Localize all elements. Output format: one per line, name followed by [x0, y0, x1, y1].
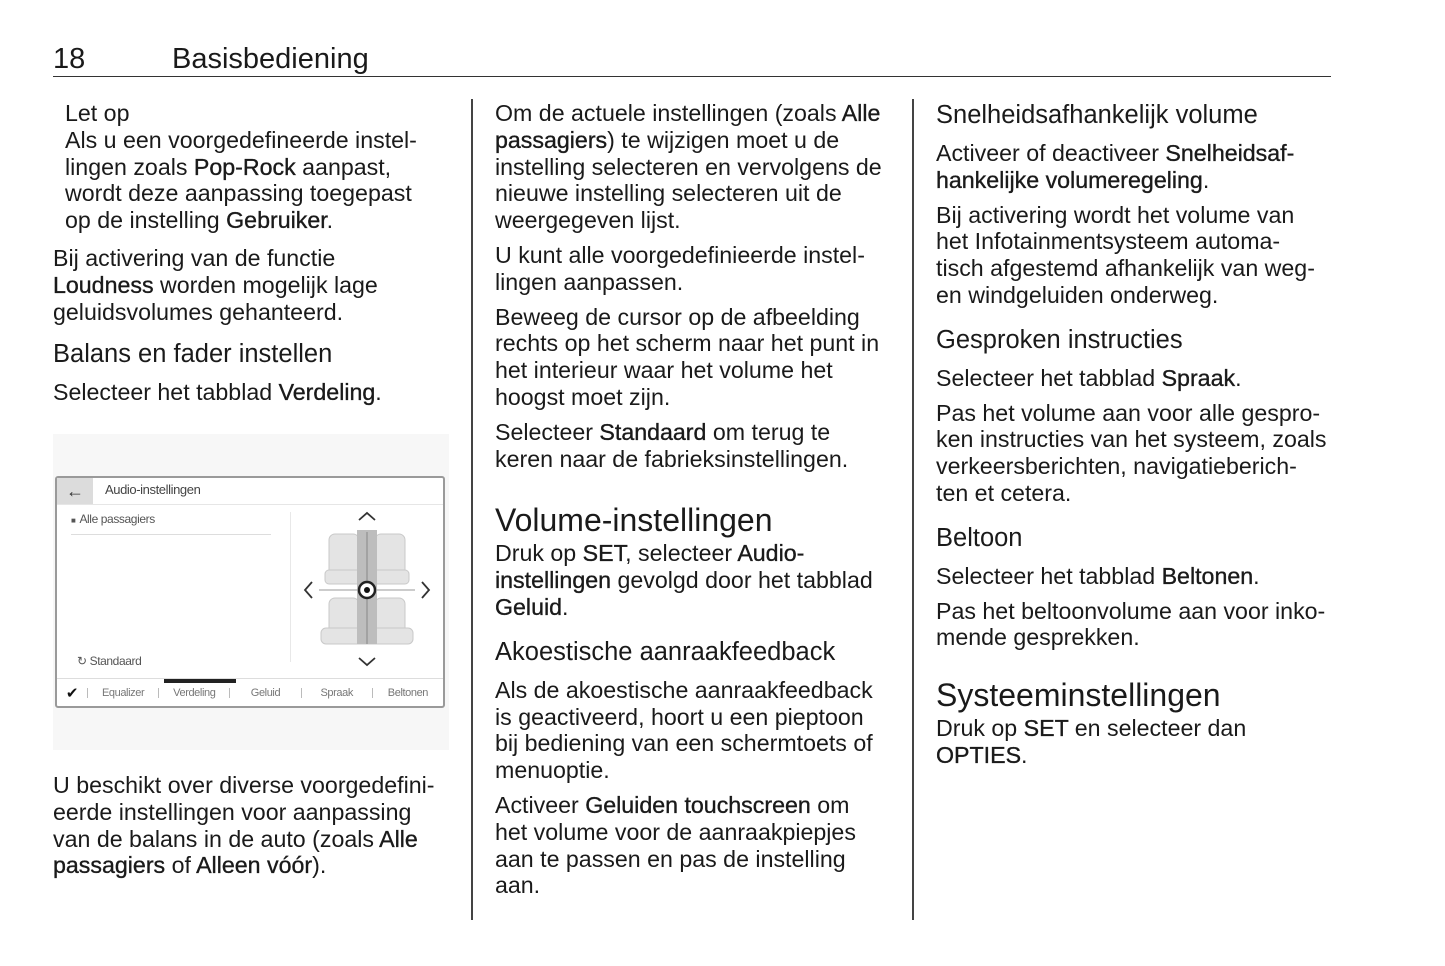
- page-header: [53, 40, 1331, 77]
- audio-settings-screenshot: [53, 434, 449, 750]
- tab-spraak[interactable]: Spraak: [320, 687, 353, 699]
- change-settings-paragraph: Om de actuele instellingen (zoals Alle passagiers) te wijzigen moet u de instelling selecteren en vervolgens de nieuwe instelling selecteren uit de weergegeven lijst.: [495, 100, 882, 234]
- system-settings-heading: Systeeminstellingen: [936, 677, 1221, 714]
- ringtone-paragraph-1: Selecteer het tabblad Beltonen.: [936, 562, 1260, 589]
- column-2: [495, 100, 900, 907]
- screen-tab-bar: [57, 678, 443, 707]
- note-title: Let op: [65, 100, 130, 126]
- system-settings-paragraph: Druk op SET en selecteer dan OPTIES.: [936, 715, 1247, 768]
- column-1: [53, 100, 458, 414]
- screen-divider: [290, 512, 291, 662]
- screen-header: [57, 478, 443, 505]
- section-title: Basisbediening: [172, 43, 369, 75]
- balance-fader-control[interactable]: [297, 508, 437, 673]
- tab-equalizer[interactable]: Equalizer: [101, 687, 145, 699]
- selected-bullet-icon: ■: [71, 516, 76, 525]
- volume-paragraph: Druk op SET, selecteer Audio- instellingen gevolgd door het tabblad Geluid.: [495, 540, 873, 620]
- preset-list: [71, 512, 271, 535]
- note-body: Als u een voorgedefineerde instel- lingen zoals Pop-Rock aanpast, wordt deze aanpassing toegepast op de instelling Gebruiker.: [65, 126, 417, 234]
- tab-geluid[interactable]: Geluid: [250, 687, 281, 699]
- spoken-paragraph-2: Pas het volume aan voor alle gespro- ken instructies van het systeem, zoals verkeersberichten, navigatieberich- ten et cetera.: [936, 399, 1327, 506]
- page-number: 18: [53, 43, 86, 75]
- reset-icon: ↻: [77, 654, 87, 668]
- default-button[interactable]: ↻ Standaard: [77, 654, 142, 668]
- tab-verdeling[interactable]: Verdeling: [173, 687, 216, 699]
- column-1-bottom: [53, 772, 458, 887]
- ringtone-heading: Beltoon: [936, 523, 1023, 552]
- touchscreen-sounds-paragraph: Activeer Geluiden touchscreen om het volume voor de aanraakpiepjes aan te passen en pas de instelling aan.: [495, 791, 856, 899]
- adjust-presets-paragraph: U kunt alle voorgedefinieerde instel- lingen aanpassen.: [495, 241, 865, 295]
- speed-volume-paragraph-2: Bij activering wordt het volume van het Infotainmentsysteem automa- tisch afgestemd afhankelijk van weg- en windgeluiden onderweg.: [936, 201, 1315, 308]
- cursor-paragraph: Beweeg de cursor op de afbeelding rechts op het scherm naar het punt in het interieur waar het volume het hoogst moet zijn.: [495, 303, 880, 410]
- speed-volume-paragraph-1: Activeer of deactiveer Snelheidsaf- hankelijke volumeregeling.: [936, 140, 1295, 193]
- tab-beltonen[interactable]: Beltonen: [387, 687, 429, 699]
- balance-paragraph: Selecteer het tabblad Verdeling.: [53, 379, 382, 406]
- preset-item-all-passengers[interactable]: ■ Alle passagiers: [71, 512, 271, 535]
- presets-paragraph: U beschikt over diverse voorgedefini- eerde instellingen voor aanpassing van de balans in de auto (zoals Alle passagiers of Alleen vóór).: [53, 772, 435, 879]
- feedback-heading: Akoestische aanraakfeedback: [495, 637, 836, 666]
- loudness-paragraph: Bij activering van de functie Loudness worden mogelijk lage geluidsvolumes gehanteerd.: [53, 244, 378, 325]
- ringtone-paragraph-2: Pas het beltoonvolume aan voor inko- mende gesprekken.: [936, 597, 1326, 651]
- checkmark-icon[interactable]: ✔: [65, 685, 79, 702]
- speed-volume-heading: Snelheidsafhankelijk volume: [936, 101, 1258, 129]
- column-divider: [471, 99, 473, 920]
- feedback-paragraph: Als de akoestische aanraakfeedback is geactiveerd, hoort u een pieptoon bij bediening van een schermtoets of menuoptie.: [495, 676, 873, 784]
- volume-heading: Volume-instellingen: [495, 502, 773, 539]
- column-divider: [912, 99, 914, 920]
- spoken-paragraph-1: Selecteer het tabblad Spraak.: [936, 364, 1242, 391]
- infotainment-screen: [55, 476, 445, 708]
- default-paragraph: Selecteer Standaard om terug te keren naar de fabrieksinstellingen.: [495, 418, 849, 472]
- column-3: [936, 100, 1336, 777]
- spoken-instructions-heading: Gesproken instructies: [936, 325, 1183, 354]
- back-arrow-icon[interactable]: ←: [57, 478, 93, 504]
- balance-heading: Balans en fader instellen: [53, 340, 333, 369]
- screen-title: Audio-instellingen: [105, 482, 201, 497]
